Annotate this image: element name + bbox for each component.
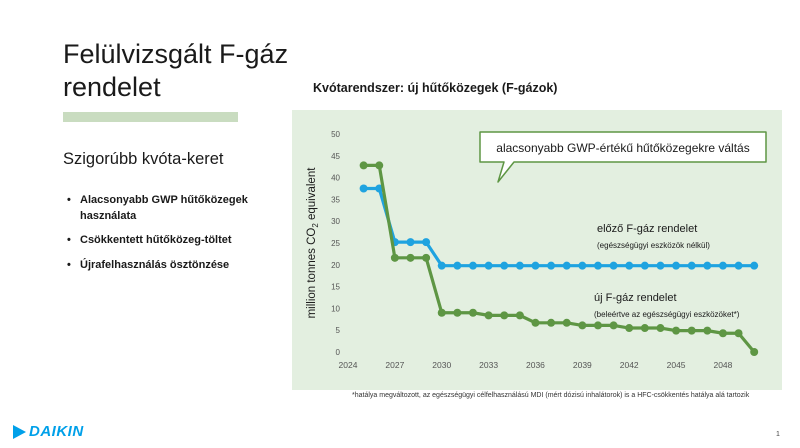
data-point-series-2 xyxy=(516,311,524,319)
data-point-series-1 xyxy=(719,262,727,270)
data-point-series-2 xyxy=(360,161,368,169)
x-tick-label: 2042 xyxy=(619,360,639,370)
y-axis-label-main: million tonnes CO xyxy=(306,227,318,319)
data-point-series-1 xyxy=(438,262,446,270)
series-label-previous: előző F-gáz rendelet xyxy=(597,223,698,235)
data-point-series-2 xyxy=(485,311,493,319)
bullet-item xyxy=(67,233,282,249)
data-point-series-2 xyxy=(578,321,586,329)
bullet-text: Csökkentett hűtőközeg-töltet xyxy=(80,234,232,246)
x-tick-label: 2024 xyxy=(338,360,358,370)
data-point-series-2 xyxy=(469,309,477,317)
slide-subtitle: Szigorúbb kvóta-keret xyxy=(63,150,224,168)
data-point-series-2 xyxy=(500,311,508,319)
y-tick-label: 5 xyxy=(335,326,340,336)
bullet-text: Újrafelhasználás ösztönzése xyxy=(80,258,230,271)
data-point-series-2 xyxy=(610,321,618,329)
chart-title: Kvótarendszer: új hűtőközegek (F-gázok) xyxy=(313,81,558,95)
logo-triangle-icon xyxy=(13,425,26,439)
data-point-series-2 xyxy=(531,319,539,327)
y-axis-label xyxy=(306,167,320,319)
footnote: *hatálya megváltozott, az egészségügyi célfelhasználású MDI (mért dózisú inhalátorok) is a HFC-csökkentés hatálya alá tartozik xyxy=(352,392,750,399)
y-tick-label: 25 xyxy=(331,239,340,248)
callout-text: alacsonyabb GWP-értékű hűtőközegekre váltás xyxy=(496,141,750,155)
y-tick-label: 45 xyxy=(331,151,340,161)
data-point-series-1 xyxy=(641,262,649,270)
bullet-dot: • xyxy=(67,258,71,271)
x-tick-label: 2039 xyxy=(572,360,592,370)
data-point-series-1 xyxy=(735,262,743,270)
data-point-series-1 xyxy=(578,262,586,270)
bullet-text: Alacsonyabb GWP hűtőközegek használata xyxy=(80,194,248,222)
logo-text: DAIKIN xyxy=(29,423,84,440)
data-point-series-1 xyxy=(469,262,477,270)
data-point-series-1 xyxy=(750,262,758,270)
data-point-series-2 xyxy=(688,327,696,335)
data-point-series-1 xyxy=(594,262,602,270)
daikin-logo xyxy=(13,423,84,440)
series-label-new: új F-gáz rendelet xyxy=(594,292,677,304)
data-point-series-1 xyxy=(672,262,680,270)
data-point-series-1 xyxy=(688,262,696,270)
data-point-series-2 xyxy=(703,327,711,335)
x-tick-label: 2027 xyxy=(385,360,405,370)
data-point-series-1 xyxy=(563,262,571,270)
data-point-series-1 xyxy=(656,262,664,270)
data-point-series-2 xyxy=(735,329,743,337)
y-axis-label-subscript: 2 xyxy=(311,223,320,228)
series-note-previous: (egészségügyi eszközök nélkül) xyxy=(597,241,710,250)
y-tick-label: 35 xyxy=(331,195,340,205)
y-tick-label: 20 xyxy=(331,260,340,270)
data-point-series-1 xyxy=(453,262,461,270)
data-point-series-2 xyxy=(672,327,680,335)
slide-title: Felülvizsgált F-gáz rendelet xyxy=(63,39,289,102)
x-tick-label: 2030 xyxy=(432,360,452,370)
data-point-series-2 xyxy=(641,324,649,332)
series-line-2 xyxy=(364,165,755,352)
y-tick-label: 30 xyxy=(331,217,340,227)
bullet-list xyxy=(67,193,282,282)
data-point-series-1 xyxy=(406,238,414,246)
data-point-series-2 xyxy=(375,161,383,169)
data-point-series-2 xyxy=(563,319,571,327)
callout-box xyxy=(480,132,766,182)
data-point-series-2 xyxy=(391,254,399,262)
data-point-series-1 xyxy=(547,262,555,270)
y-tick-label: 0 xyxy=(335,348,340,357)
data-point-series-2 xyxy=(625,324,633,332)
y-tick-label: 10 xyxy=(331,304,340,314)
data-point-series-1 xyxy=(610,262,618,270)
data-point-series-1 xyxy=(625,262,633,270)
chart-panel xyxy=(292,110,782,390)
data-point-series-1 xyxy=(531,262,539,270)
data-point-series-1 xyxy=(485,262,493,270)
title-underline xyxy=(63,112,238,122)
y-tick-label: 40 xyxy=(331,173,340,183)
page-number: 1 xyxy=(776,431,780,438)
x-tick-label: 2036 xyxy=(526,360,545,370)
data-point-series-2 xyxy=(594,321,602,329)
data-point-series-1 xyxy=(703,262,711,270)
bullet-item xyxy=(67,193,282,224)
data-point-series-2 xyxy=(656,324,664,332)
x-tick-label: 2033 xyxy=(479,360,499,370)
x-tick-label: 2048 xyxy=(713,360,733,370)
y-tick-label: 15 xyxy=(331,282,340,292)
data-point-series-2 xyxy=(453,309,461,317)
series-note-new: (beleértve az egészségügyi eszközöket*) xyxy=(594,310,740,319)
bullet-dot: • xyxy=(67,194,71,206)
data-point-series-1 xyxy=(516,262,524,270)
data-point-series-1 xyxy=(360,185,368,193)
bullet-dot: • xyxy=(67,234,71,246)
data-point-series-2 xyxy=(406,254,414,262)
y-tick-label: 50 xyxy=(331,130,340,139)
data-point-series-2 xyxy=(422,254,430,262)
data-point-series-2 xyxy=(719,329,727,337)
data-point-series-1 xyxy=(500,262,508,270)
line-chart xyxy=(292,110,782,390)
y-axis-label-tail: equivalent xyxy=(306,167,318,224)
data-point-series-2 xyxy=(547,319,555,327)
data-point-series-1 xyxy=(422,238,430,246)
data-point-series-2 xyxy=(438,309,446,317)
x-tick-label: 2045 xyxy=(666,360,686,370)
bullet-item xyxy=(67,258,282,274)
data-point-series-2 xyxy=(750,348,758,356)
